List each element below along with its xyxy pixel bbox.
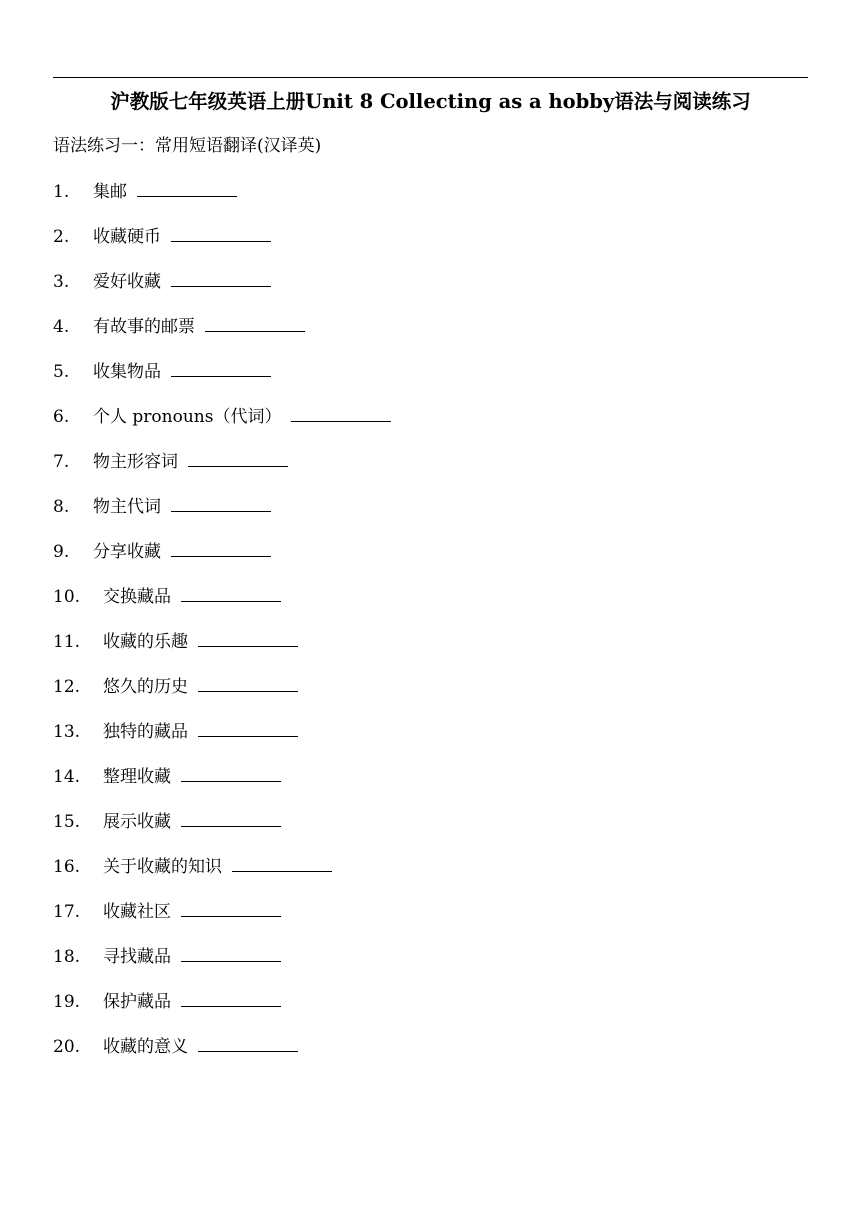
item-number: 13. [53,722,81,742]
answer-blank[interactable] [171,358,271,377]
section-heading: 语法练习一：常用短语翻译(汉译英) [53,136,322,156]
item-prompt: 物主形容词 [93,452,178,472]
answer-blank[interactable] [291,403,391,422]
item-prompt: 个人 pronouns（代词） [93,407,282,427]
item-number: 7. [53,452,70,472]
item-number: 17. [53,902,81,922]
answer-blank[interactable] [198,718,298,737]
item-number: 3. [53,272,70,292]
exercise-item [53,628,391,673]
answer-blank[interactable] [171,268,271,287]
item-number: 12. [53,677,81,697]
item-number: 8. [53,497,70,517]
item-prompt: 收藏的意义 [103,1037,188,1057]
item-number: 15. [53,812,81,832]
item-prompt: 物主代词 [93,497,161,517]
item-prompt: 交换藏品 [103,587,171,607]
item-prompt: 收藏的乐趣 [103,632,188,652]
exercise-item [53,1033,391,1078]
item-number: 18. [53,947,81,967]
answer-blank[interactable] [181,808,281,827]
exercise-item [53,493,391,538]
item-prompt: 寻找藏品 [103,947,171,967]
answer-blank[interactable] [198,673,298,692]
answer-blank[interactable] [198,1033,298,1052]
exercise-item [53,538,391,583]
exercise-item [53,358,391,403]
exercise-item [53,268,391,313]
item-number: 19. [53,992,81,1012]
exercise-item [53,223,391,268]
exercise-item [53,763,391,808]
header-rule [53,77,808,78]
item-number: 14. [53,767,81,787]
exercise-item [53,583,391,628]
item-number: 1. [53,182,70,202]
answer-blank[interactable] [198,628,298,647]
answer-blank[interactable] [232,853,332,872]
exercise-list [53,178,391,1078]
answer-blank[interactable] [171,538,271,557]
exercise-item [53,898,391,943]
item-prompt: 关于收藏的知识 [103,857,222,877]
answer-blank[interactable] [181,763,281,782]
item-prompt: 集邮 [93,182,127,202]
item-number: 16. [53,857,81,877]
exercise-item [53,718,391,763]
answer-blank[interactable] [181,898,281,917]
document-title: 沪教版七年级英语上册Unit 8 Collecting as a hobby语法与阅读练习 [110,90,751,113]
item-number: 11. [53,632,81,652]
item-prompt: 收藏硬币 [93,227,161,247]
exercise-item [53,403,391,448]
answer-blank[interactable] [181,583,281,602]
answer-blank[interactable] [205,313,305,332]
item-prompt: 整理收藏 [103,767,171,787]
item-number: 9. [53,542,70,562]
item-prompt: 保护藏品 [103,992,171,1012]
exercise-item [53,808,391,853]
exercise-item [53,448,391,493]
item-prompt: 收集物品 [93,362,161,382]
item-number: 2. [53,227,70,247]
exercise-item [53,673,391,718]
item-number: 4. [53,317,70,337]
exercise-item [53,853,391,898]
item-number: 20. [53,1037,81,1057]
exercise-item [53,988,391,1033]
exercise-item [53,178,391,223]
exercise-item [53,943,391,988]
item-number: 5. [53,362,70,382]
exercise-item [53,313,391,358]
answer-blank[interactable] [181,988,281,1007]
answer-blank[interactable] [188,448,288,467]
answer-blank[interactable] [171,223,271,242]
item-prompt: 爱好收藏 [93,272,161,292]
answer-blank[interactable] [171,493,271,512]
item-prompt: 收藏社区 [103,902,171,922]
item-prompt: 悠久的历史 [103,677,188,697]
item-prompt: 独特的藏品 [103,722,188,742]
item-prompt: 展示收藏 [103,812,171,832]
item-prompt: 分享收藏 [93,542,161,562]
answer-blank[interactable] [137,178,237,197]
item-number: 10. [53,587,81,607]
item-prompt: 有故事的邮票 [93,317,195,337]
answer-blank[interactable] [181,943,281,962]
item-number: 6. [53,407,70,427]
